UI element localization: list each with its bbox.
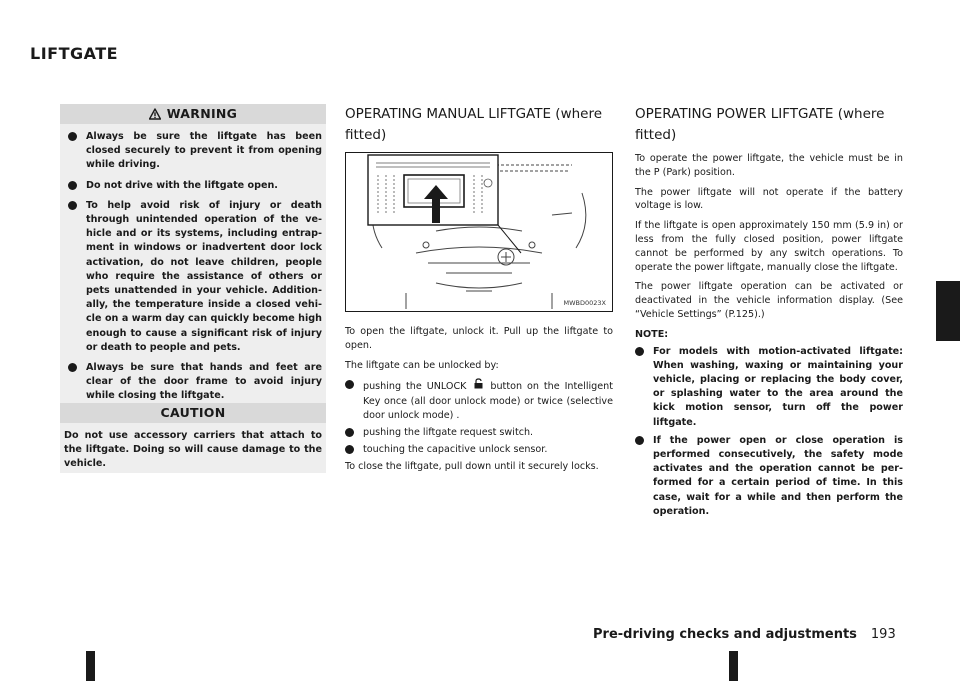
figure-code: MWBD0023X bbox=[563, 299, 606, 307]
power-paragraph: To operate the power liftgate, the vehicle must be in the P (Park) position. bbox=[635, 153, 903, 178]
list-item: touching the capacitive unlock sensor. bbox=[345, 443, 613, 457]
warning-item: Do not drive with the liftgate open. bbox=[64, 179, 322, 193]
bullet-icon bbox=[345, 380, 354, 389]
liftgate-figure bbox=[345, 152, 613, 312]
power-paragraph: The power liftgate will not operate if the battery voltage is low. bbox=[635, 186, 903, 212]
caution-text: Do not use accessory carriers that attach to the liftgate. Doing so will cause damage to the vehicle. bbox=[64, 430, 322, 470]
unlock-icon bbox=[471, 378, 485, 394]
bullet-icon bbox=[345, 428, 354, 437]
manual-paragraph: To open the liftgate, unlock it. Pull up the liftgate to open. bbox=[345, 326, 613, 351]
power-paragraph: The power liftgate operation can be activated or deactivated in the vehicle information display. (See “Vehicle Settings” (P.125).) bbox=[635, 281, 903, 320]
note-item: For models with motion-activated liftgate: When washing, waxing or maintaining your vehicle, placing or replacing the body cover, or splashing water to the area around the kick motion sensor, turn off the power liftgate. bbox=[635, 345, 903, 430]
chapter-name: Pre-driving checks and adjustments bbox=[593, 627, 857, 642]
power-paragraph: If the liftgate is open approximately 150 mm (5.9 in) or less from the fully closed position, power liftgate cannot be performed by any switch operations. To operate the power liftgate, manually close the liftgate. bbox=[635, 220, 903, 273]
bullet-icon bbox=[68, 181, 77, 190]
warning-header bbox=[60, 104, 326, 124]
section-title: LIFTGATE bbox=[30, 44, 119, 63]
manual-paragraph: The liftgate can be unlocked by: bbox=[345, 359, 499, 371]
caution-box bbox=[60, 403, 326, 473]
bullet-icon bbox=[68, 132, 77, 141]
note-label: NOTE: bbox=[635, 328, 669, 340]
warning-item: To help avoid risk of injury or death through unintended operation of the ve-hicle and or its systems, including entrap-ment in windows or inadvertent door lock activation, do not leave children, people who require the assistance of others or pets unattended in your vehicle. Addition-ally, the temperature inside a closed vehi-cle on a warm day can quickly become high enough to cause a significant risk of injury or death to people and pets. bbox=[64, 199, 322, 355]
crop-mark bbox=[86, 651, 95, 681]
unlock-methods-list bbox=[345, 378, 613, 457]
page-number: 193 bbox=[870, 627, 896, 642]
manual-liftgate-section bbox=[345, 104, 613, 480]
warning-item: Always be sure the liftgate has been closed securely to prevent it from opening while driving. bbox=[64, 130, 322, 173]
warning-list bbox=[60, 124, 326, 404]
warning-triangle-icon bbox=[149, 106, 161, 126]
note-item: If the power open or close operation is performed consecutively, the safety mode activates and the operation cannot be per-formed for a certain period of time. In this case, wait for a while and then perform the operation. bbox=[635, 434, 903, 519]
chapter-tab bbox=[936, 281, 960, 341]
bullet-icon bbox=[635, 436, 644, 445]
caution-heading: CAUTION bbox=[60, 403, 326, 423]
bullet-icon bbox=[635, 347, 644, 356]
list-item: pushing the liftgate request switch. bbox=[345, 426, 613, 440]
warning-box bbox=[60, 104, 326, 403]
bullet-icon bbox=[68, 201, 77, 210]
bullet-icon bbox=[345, 445, 354, 454]
list-item: pushing the UNLOCK button on the Intelligent Key once (all door unlock mode) or twice (selective door unlock mode) . bbox=[345, 378, 613, 423]
warning-item: Always be sure that hands and feet are clear of the door frame to avoid injury while closing the liftgate. bbox=[64, 361, 322, 404]
crop-mark bbox=[729, 651, 738, 681]
manual-paragraph: To close the liftgate, pull down until it securely locks. bbox=[345, 461, 599, 473]
bullet-icon bbox=[68, 363, 77, 372]
manual-heading: OPERATING MANUAL LIFTGATE (where fitted) bbox=[345, 106, 603, 143]
warning-heading: WARNING bbox=[166, 106, 238, 121]
liftgate-illustration bbox=[346, 153, 612, 311]
note-list bbox=[635, 345, 903, 519]
power-heading: OPERATING POWER LIFTGATE (where fitted) bbox=[635, 106, 885, 143]
page-footer bbox=[593, 627, 896, 642]
power-liftgate-section bbox=[635, 104, 903, 523]
